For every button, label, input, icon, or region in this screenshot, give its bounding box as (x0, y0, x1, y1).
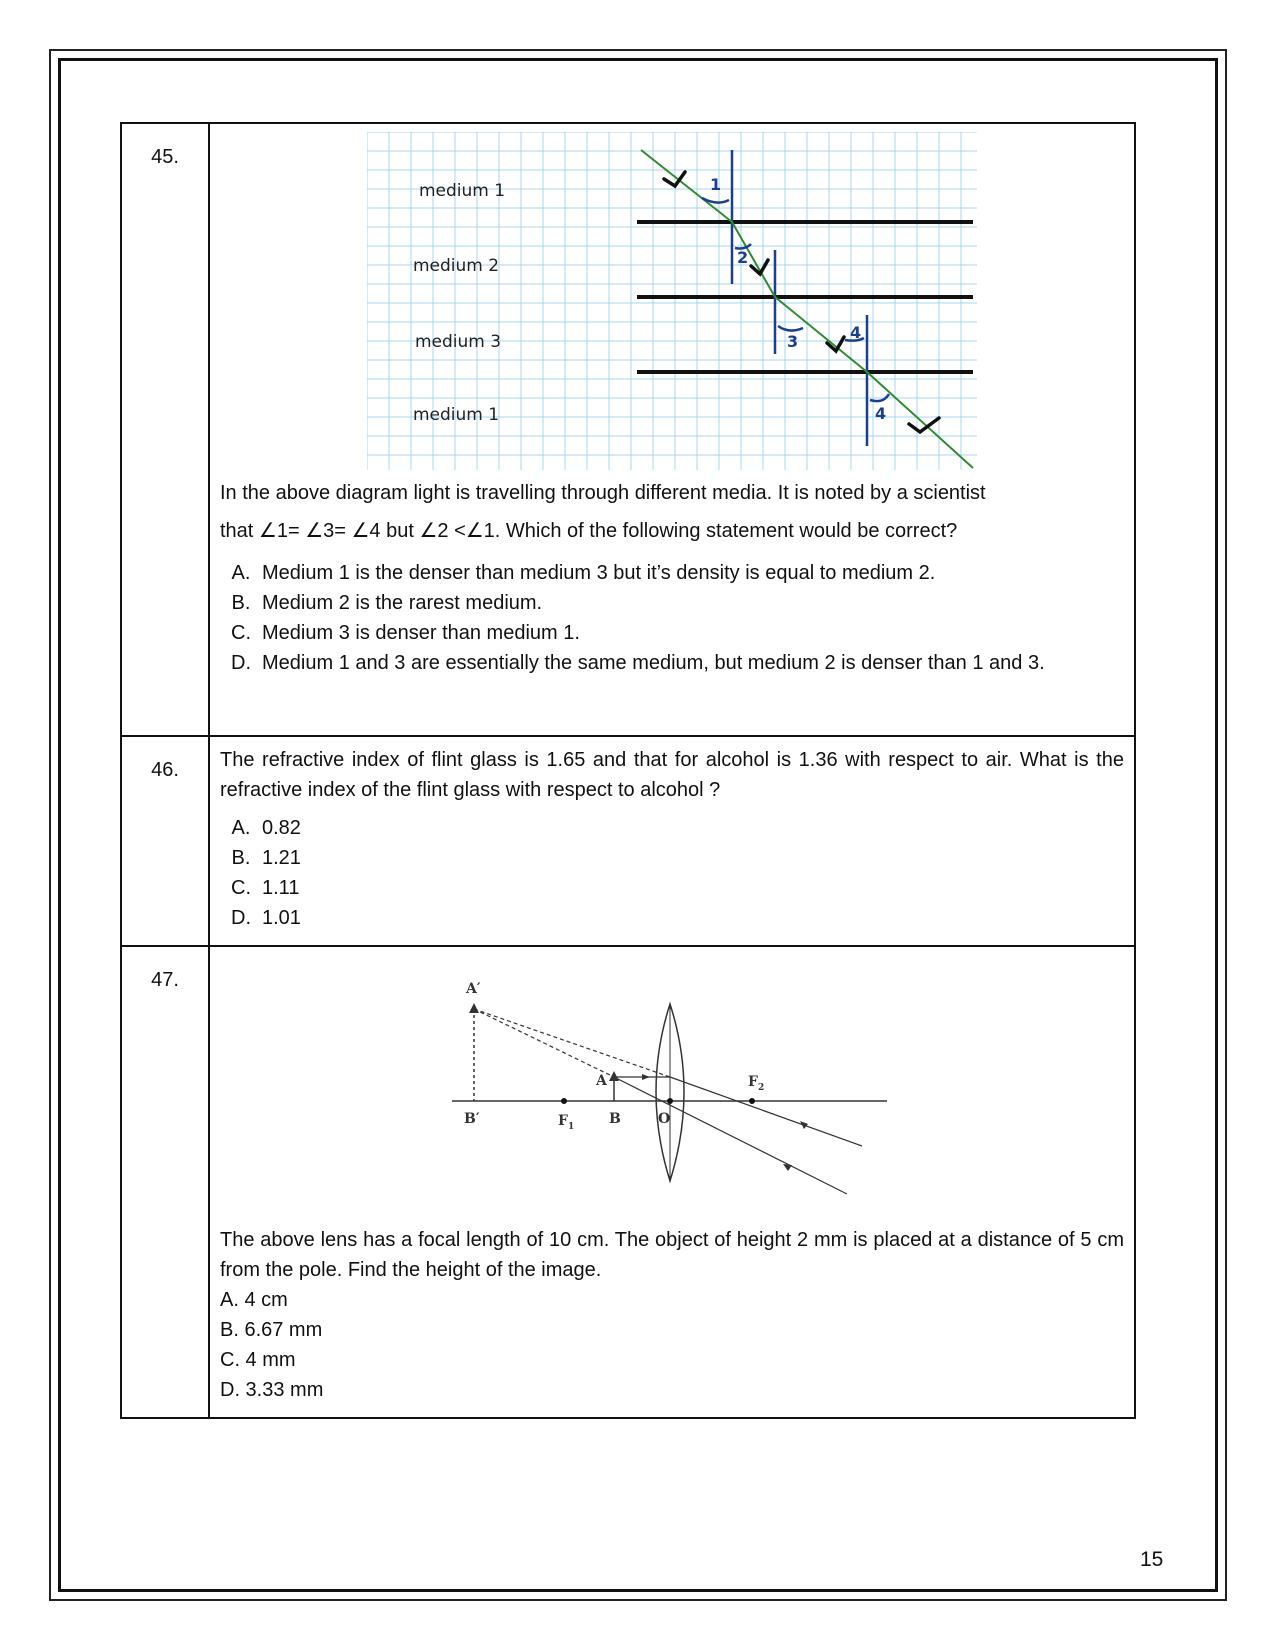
option-letter: A. (231, 562, 251, 584)
medium-label: medium 3 (415, 332, 502, 352)
question-text-line: In the above diagram light is travelling through different media. It is noted by a scientist (220, 482, 986, 504)
label-object-top: A (596, 1073, 607, 1089)
question-number: 46. (121, 736, 209, 946)
option-text: 1.11 (262, 877, 300, 899)
question-body (209, 736, 1135, 946)
option-text: Medium 1 and 3 are essentially the same medium, but medium 2 is denser than 1 and 3. (262, 652, 1045, 674)
label-image-base: B′ (464, 1111, 480, 1127)
label-pole: O (658, 1111, 671, 1127)
label-object-base: B (609, 1111, 621, 1127)
answer-options (220, 558, 1124, 678)
virtual-ray (474, 1009, 670, 1077)
option-letter: B. (231, 592, 251, 614)
option-a[interactable]: A. 4 cm (220, 1289, 288, 1311)
question-text: The above lens has a focal length of 10 cm. The object of height 2 mm is placed at a distance of 5 cm from the pole. Find the height of the image. (220, 1229, 1124, 1281)
question-number: 45. (121, 123, 209, 736)
questions-table (120, 122, 1136, 1419)
question-text (220, 474, 1124, 550)
ray-arrow-ticks (664, 172, 939, 432)
option-d[interactable]: D. 3.33 mm (220, 1379, 324, 1401)
page-number: 15 (1140, 1548, 1164, 1571)
question-row-45 (121, 123, 1135, 736)
question-row-47 (121, 946, 1135, 1418)
question-text: The refractive index of flint glass is 1.65 and that for alcohol is 1.36 with respect to air. What is the refractive index of the flint glass with respect to alcohol ? (220, 749, 1124, 801)
question-row-46 (121, 736, 1135, 946)
option-a[interactable] (220, 813, 1124, 843)
question-body (209, 946, 1135, 1418)
option-b[interactable] (220, 843, 1124, 873)
convex-lens-diagram (442, 961, 902, 1221)
ray-through-pole (614, 1077, 847, 1194)
option-a[interactable] (220, 558, 1124, 588)
question-number: 47. (121, 946, 209, 1418)
option-letter: D. (231, 652, 251, 674)
question-body (209, 123, 1135, 736)
option-b[interactable] (220, 588, 1124, 618)
option-c[interactable]: C. 4 mm (220, 1349, 296, 1371)
option-text: Medium 3 is denser than medium 1. (262, 622, 580, 644)
option-letter: C. (231, 622, 251, 644)
answer-options (220, 813, 1124, 933)
angle-label: 4 (875, 404, 887, 423)
option-letter: C. (231, 877, 251, 899)
medium-label: medium 1 (413, 405, 500, 425)
media-boundaries (637, 222, 973, 372)
answer-options (220, 1285, 1124, 1405)
label-image-top: A′ (466, 981, 481, 997)
question-text-line: that ∠1= ∠3= ∠4 but ∠2 <∠1. Which of the following statement would be correct? (220, 520, 958, 542)
refraction-diagram (367, 132, 977, 470)
option-letter: D. (231, 907, 251, 929)
medium-label: medium 1 (419, 181, 506, 201)
option-c[interactable] (220, 873, 1124, 903)
angle-label: 4 (850, 323, 862, 342)
option-letter: A. (231, 817, 251, 839)
option-letter: B. (231, 847, 251, 869)
option-b[interactable]: B. 6.67 mm (220, 1319, 323, 1341)
label-focus-1: $F_1$ (558, 1113, 575, 1132)
option-d[interactable] (220, 648, 1124, 678)
angle-label: 1 (710, 175, 722, 194)
refracted-ray-focus (670, 1077, 862, 1146)
medium-label: medium 2 (413, 256, 500, 276)
option-text: Medium 1 is the denser than medium 3 but it’s density is equal to medium 2. (262, 562, 936, 584)
option-d[interactable] (220, 903, 1124, 933)
virtual-ray (474, 1009, 614, 1077)
option-c[interactable] (220, 618, 1124, 648)
option-text: 1.01 (262, 907, 301, 929)
angle-label: 2 (737, 248, 749, 267)
angle-label: 3 (787, 332, 799, 351)
option-text: 0.82 (262, 817, 301, 839)
label-focus-2: $F_2$ (748, 1074, 765, 1093)
option-text: Medium 2 is the rarest medium. (262, 592, 543, 614)
option-text: 1.21 (262, 847, 301, 869)
